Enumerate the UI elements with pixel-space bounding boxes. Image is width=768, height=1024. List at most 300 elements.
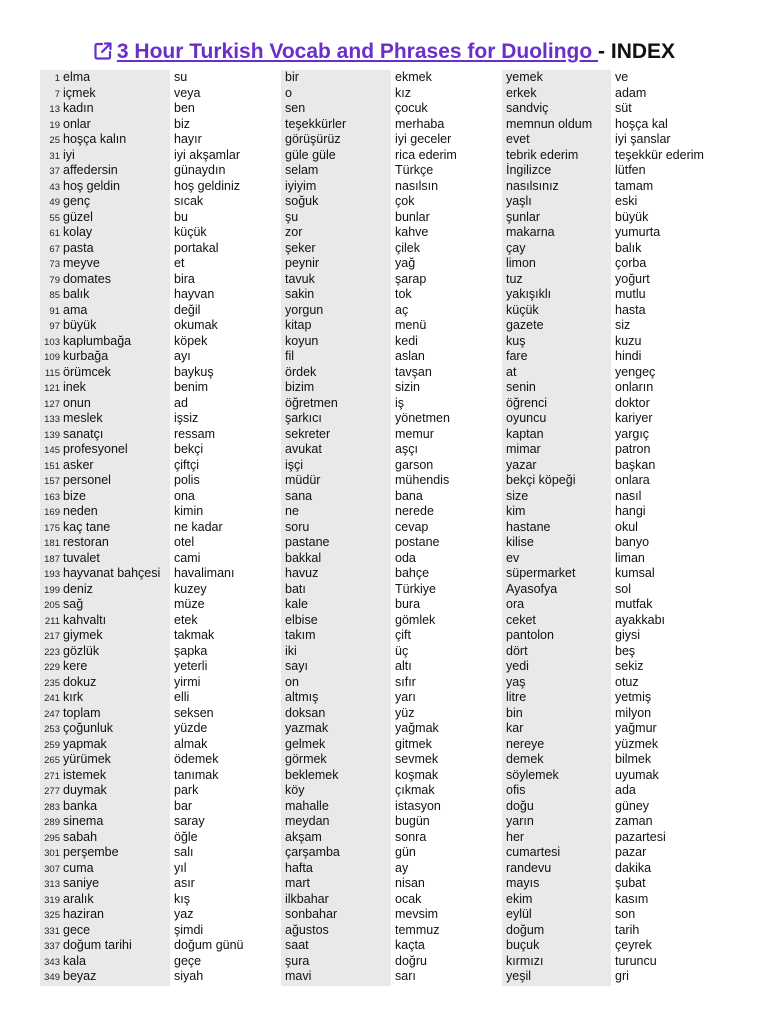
row-number: 133 [44, 414, 60, 425]
word-cell [611, 907, 730, 923]
word-cell [611, 148, 730, 164]
word-cell [170, 241, 281, 257]
word-cell [281, 380, 391, 396]
word-cell [170, 690, 281, 706]
word-cell [170, 458, 281, 474]
turkish-word: Türkiye [395, 581, 436, 596]
turkish-word: mutfak [615, 597, 653, 611]
word-cell [40, 783, 170, 799]
word-cell [502, 70, 611, 86]
turkish-word: tavşan [395, 364, 432, 379]
turkish-word: geçe [174, 953, 202, 968]
turkish-word: asır [174, 876, 195, 890]
turkish-word: kuzu [615, 333, 642, 348]
word-cell [170, 954, 281, 970]
turkish-word: sevmek [395, 752, 439, 766]
turkish-word: bunlar [395, 209, 430, 224]
word-cell [611, 938, 730, 954]
word-cell [391, 845, 502, 861]
turkish-word: kırk [63, 690, 84, 704]
turkish-word: hayvanat bahçesi [63, 566, 161, 580]
word-cell [281, 396, 391, 412]
word-cell [40, 504, 170, 520]
turkish-word: saat [285, 938, 309, 952]
turkish-word: çilek [395, 240, 421, 255]
word-cell [391, 876, 502, 892]
word-cell [281, 752, 391, 768]
word-cell [391, 706, 502, 722]
turkish-word: müze [174, 597, 205, 611]
turkish-word: gelmek [285, 736, 326, 751]
word-cell [281, 814, 391, 830]
word-cell [391, 148, 502, 164]
word-cell [40, 876, 170, 892]
word-cell [391, 473, 502, 489]
turkish-word: kilise [506, 535, 534, 549]
word-cell [391, 768, 502, 784]
word-cell [40, 969, 170, 985]
turkish-word: mavi [285, 969, 312, 983]
turkish-word: yirmi [174, 674, 201, 689]
word-cell [40, 179, 170, 195]
row-number: 103 [44, 336, 60, 348]
turkish-word: hoş geldiniz [174, 178, 241, 193]
turkish-word: kasım [615, 891, 649, 906]
turkish-word: gitmek [395, 736, 432, 751]
word-cell [40, 101, 170, 117]
word-cell [281, 721, 391, 737]
row-number: 13 [49, 104, 60, 115]
turkish-word: giysi [615, 628, 641, 642]
turkish-word: bekçi [174, 442, 204, 456]
turkish-word: saray [174, 814, 205, 828]
turkish-word: cuma [63, 860, 94, 875]
turkish-word: dört [506, 643, 528, 658]
turkish-word: istemek [63, 767, 107, 782]
row-number: 61 [49, 228, 60, 239]
word-cell [502, 241, 611, 257]
word-cell [391, 396, 502, 412]
word-cell [170, 101, 281, 117]
vocab-index-table [40, 70, 730, 986]
turkish-word: park [174, 783, 199, 797]
word-cell [611, 70, 730, 86]
turkish-word: sonra [395, 829, 427, 844]
turkish-word: sizin [395, 380, 421, 394]
turkish-word: yaşlı [506, 194, 532, 208]
word-cell [281, 706, 391, 722]
word-cell [170, 194, 281, 210]
word-cell [40, 644, 170, 660]
word-cell [391, 892, 502, 908]
word-cell [40, 954, 170, 970]
word-cell [170, 613, 281, 629]
turkish-word: eski [615, 194, 638, 208]
word-cell [391, 132, 502, 148]
turkish-word: size [506, 488, 529, 503]
word-cell [502, 148, 611, 164]
turkish-word: akşam [285, 829, 322, 844]
turkish-word: pasta [63, 240, 94, 255]
row-number: 217 [44, 631, 60, 642]
word-cell [611, 706, 730, 722]
turkish-word: onun [63, 395, 91, 410]
turkish-word: sandviç [506, 101, 549, 115]
word-cell [502, 210, 611, 226]
row-number: 289 [44, 817, 60, 828]
turkish-word: yağmak [395, 721, 439, 735]
word-cell [502, 876, 611, 892]
turkish-word: kimin [174, 504, 204, 518]
turkish-word: at [506, 364, 517, 379]
word-cell [611, 427, 730, 443]
word-cell [281, 349, 391, 365]
external-link-icon [93, 41, 113, 61]
word-cell [281, 597, 391, 613]
row-number: 277 [44, 786, 60, 797]
turkish-word: genç [63, 194, 91, 208]
word-cell [611, 520, 730, 536]
turkish-word: oda [395, 550, 416, 565]
word-cell [502, 194, 611, 210]
turkish-word: yumurta [615, 225, 661, 239]
turkish-word: sana [285, 488, 313, 503]
word-cell [391, 907, 502, 923]
turkish-word: yazmak [285, 721, 329, 735]
turkish-word: yüzmek [615, 736, 659, 751]
turkish-word: pazartesi [615, 829, 666, 844]
word-cell [40, 427, 170, 443]
row-number: 79 [49, 274, 60, 286]
turkish-word: kahvaltı [63, 612, 107, 627]
word-cell [40, 597, 170, 613]
word-cell [611, 876, 730, 892]
row-number: 157 [44, 476, 60, 487]
word-cell [281, 442, 391, 458]
word-cell [40, 628, 170, 644]
word-cell [502, 597, 611, 613]
turkish-word: sakin [285, 287, 315, 301]
turkish-word: hayvan [174, 287, 215, 301]
word-cell [502, 411, 611, 427]
word-cell [502, 628, 611, 644]
turkish-word: etek [174, 612, 198, 627]
turkish-word: cevap [395, 519, 429, 534]
word-cell [40, 256, 170, 272]
turkish-word: memur [395, 426, 434, 441]
word-cell [611, 380, 730, 396]
word-cell [611, 504, 730, 520]
turkish-word: tebrik ederim [506, 147, 579, 162]
row-number: 139 [44, 429, 60, 441]
turkish-word: şarap [395, 271, 427, 286]
turkish-word: kadın [63, 101, 94, 115]
row-number: 307 [44, 863, 60, 875]
word-cell [281, 256, 391, 272]
word-cell [40, 861, 170, 877]
word-cell [611, 101, 730, 117]
word-cell [502, 613, 611, 629]
turkish-word: yapmak [63, 736, 107, 751]
turkish-word: altmış [285, 690, 319, 704]
turkish-word: ressam [174, 426, 215, 441]
turkish-word: gömlek [395, 612, 436, 627]
turkish-word: ben [174, 101, 195, 115]
turkish-word: onların [615, 380, 654, 394]
turkish-word: batı [285, 581, 306, 596]
turkish-word: ceket [506, 612, 536, 627]
turkish-word: sıfır [395, 674, 416, 689]
turkish-word: garson [395, 457, 434, 472]
row-number: 175 [44, 522, 60, 534]
turkish-word: otuz [615, 674, 639, 689]
turkish-word: doğu [506, 798, 534, 813]
word-cell [391, 411, 502, 427]
word-cell [170, 365, 281, 381]
turkish-word: ev [506, 550, 520, 565]
word-column [391, 70, 502, 986]
word-column [611, 70, 730, 986]
row-number: 55 [49, 212, 60, 224]
turkish-word: kitap [285, 318, 312, 332]
row-number: 259 [44, 739, 60, 751]
word-cell [170, 830, 281, 846]
word-cell [502, 861, 611, 877]
turkish-word: peynir [285, 256, 320, 270]
word-cell [40, 132, 170, 148]
turkish-word: görmek [285, 752, 327, 766]
word-cell [170, 783, 281, 799]
turkish-word: sekiz [615, 659, 644, 673]
turkish-word: küçük [174, 225, 207, 239]
turkish-word: hastane [506, 519, 551, 534]
turkish-word: yeterli [174, 659, 208, 673]
word-cell [391, 551, 502, 567]
word-cell [391, 675, 502, 691]
turkish-word: randevu [506, 860, 552, 875]
turkish-word: almak [174, 736, 208, 751]
word-cell [40, 442, 170, 458]
word-cell [40, 907, 170, 923]
word-cell [170, 132, 281, 148]
turkish-word: hasta [615, 302, 646, 317]
word-cell [502, 938, 611, 954]
row-number: 331 [44, 925, 60, 937]
turkish-word: inek [63, 380, 86, 394]
page-header [0, 40, 768, 72]
row-number: 313 [44, 879, 60, 890]
word-cell [391, 318, 502, 334]
word-cell [611, 396, 730, 412]
turkish-word: balık [63, 287, 90, 301]
word-cell [170, 318, 281, 334]
turkish-word: yedi [506, 659, 529, 673]
turkish-word: postane [395, 535, 440, 549]
turkish-word: mayıs [506, 876, 540, 890]
turkish-word: tavuk [285, 271, 315, 286]
turkish-word: bilmek [615, 752, 652, 766]
word-cell [281, 551, 391, 567]
word-cell [611, 799, 730, 815]
turkish-word: istasyon [395, 798, 441, 813]
word-cell [281, 148, 391, 164]
word-cell [391, 752, 502, 768]
page-title[interactable]: 3 Hour Turkish Vocab and Phrases for Duolingo [116, 40, 599, 63]
word-cell [391, 86, 502, 102]
word-cell [170, 752, 281, 768]
word-cell [281, 690, 391, 706]
turkish-word: profesyonel [63, 442, 128, 456]
turkish-word: görüşürüz [285, 132, 341, 146]
turkish-word: havuz [285, 566, 319, 580]
turkish-word: fil [285, 349, 295, 363]
turkish-word: şapka [174, 643, 208, 658]
word-cell [170, 799, 281, 815]
row-number: 97 [49, 321, 60, 332]
turkish-word: sonbahar [285, 907, 338, 921]
turkish-word: bizim [285, 380, 315, 394]
turkish-word: uyumak [615, 767, 659, 782]
word-cell [170, 706, 281, 722]
turkish-word: giymek [63, 628, 103, 642]
word-cell [40, 241, 170, 257]
row-number: 109 [44, 352, 60, 363]
word-cell [281, 194, 391, 210]
turkish-word: lütfen [615, 163, 646, 177]
row-number: 265 [44, 755, 60, 766]
word-cell [391, 566, 502, 582]
row-number: 343 [44, 956, 60, 968]
word-cell [611, 628, 730, 644]
turkish-word: hangi [615, 504, 646, 518]
word-cell [611, 566, 730, 582]
turkish-word: şura [285, 953, 310, 968]
word-cell [502, 380, 611, 396]
turkish-word: yorgun [285, 302, 324, 317]
turkish-word: çorba [615, 256, 647, 270]
word-cell [170, 675, 281, 691]
word-cell [391, 690, 502, 706]
turkish-word: polis [174, 473, 200, 487]
word-cell [170, 628, 281, 644]
word-cell [502, 907, 611, 923]
word-cell [502, 225, 611, 241]
word-cell [391, 194, 502, 210]
word-cell [170, 489, 281, 505]
turkish-word: restoran [63, 535, 109, 549]
word-cell [391, 458, 502, 474]
word-cell [281, 954, 391, 970]
word-cell [391, 241, 502, 257]
word-cell [170, 566, 281, 582]
turkish-word: sıcak [174, 194, 204, 208]
word-cell [281, 566, 391, 582]
word-cell [611, 334, 730, 350]
word-cell [502, 520, 611, 536]
word-cell [281, 876, 391, 892]
turkish-word: sen [285, 101, 306, 115]
turkish-word: soğuk [285, 194, 319, 208]
word-cell [40, 458, 170, 474]
turkish-word: içmek [63, 85, 96, 100]
word-cell [611, 954, 730, 970]
turkish-word: dokuz [63, 674, 97, 689]
word-cell [391, 721, 502, 737]
row-number: 193 [44, 569, 60, 580]
word-cell [611, 768, 730, 784]
turkish-word: bura [395, 597, 421, 611]
word-cell [281, 830, 391, 846]
word-cell [281, 411, 391, 427]
word-cell [391, 814, 502, 830]
word-cell [611, 117, 730, 133]
turkish-word: gazete [506, 318, 544, 332]
word-cell [611, 442, 730, 458]
word-cell [40, 845, 170, 861]
turkish-word: yoğurt [615, 271, 650, 286]
turkish-word: yarı [395, 690, 416, 704]
turkish-word: domates [63, 271, 111, 286]
word-cell [611, 489, 730, 505]
word-cell [170, 334, 281, 350]
word-cell [40, 303, 170, 319]
turkish-word: öğretmen [285, 395, 338, 410]
word-cell [170, 768, 281, 784]
title-link[interactable] [93, 40, 598, 63]
word-cell [281, 132, 391, 148]
word-cell [40, 535, 170, 551]
turkish-word: cumartesi [506, 845, 561, 859]
word-cell [170, 396, 281, 412]
word-cell [170, 659, 281, 675]
turkish-word: meslek [63, 411, 103, 425]
row-number: 187 [44, 553, 60, 565]
word-cell [281, 520, 391, 536]
word-cell [611, 225, 730, 241]
row-number: 349 [44, 972, 60, 983]
word-cell [170, 411, 281, 427]
turkish-word: bugün [395, 814, 430, 828]
turkish-word: pastane [285, 535, 330, 549]
turkish-word: senin [506, 380, 536, 394]
word-cell [40, 768, 170, 784]
word-cell [281, 659, 391, 675]
word-cell [170, 845, 281, 861]
word-cell [40, 365, 170, 381]
turkish-word: gri [615, 969, 629, 983]
turkish-word: banyo [615, 535, 650, 549]
turkish-word: şu [285, 209, 299, 224]
turkish-word: okul [615, 519, 638, 534]
turkish-word: köpek [174, 333, 208, 348]
turkish-word: ona [174, 488, 195, 503]
turkish-word: nisan [395, 876, 425, 890]
turkish-word: sağ [63, 597, 84, 611]
word-cell [281, 938, 391, 954]
word-cell [170, 504, 281, 520]
turkish-word: nasılsınız [506, 178, 559, 193]
word-cell [281, 427, 391, 443]
turkish-word: hafta [285, 860, 313, 875]
turkish-word: başkan [615, 457, 656, 472]
row-number: 223 [44, 646, 60, 658]
index-label: - INDEX [598, 40, 676, 63]
turkish-word: köy [285, 783, 305, 797]
word-cell [502, 954, 611, 970]
word-cell [611, 597, 730, 613]
word-cell [170, 473, 281, 489]
turkish-word: haziran [63, 907, 104, 921]
